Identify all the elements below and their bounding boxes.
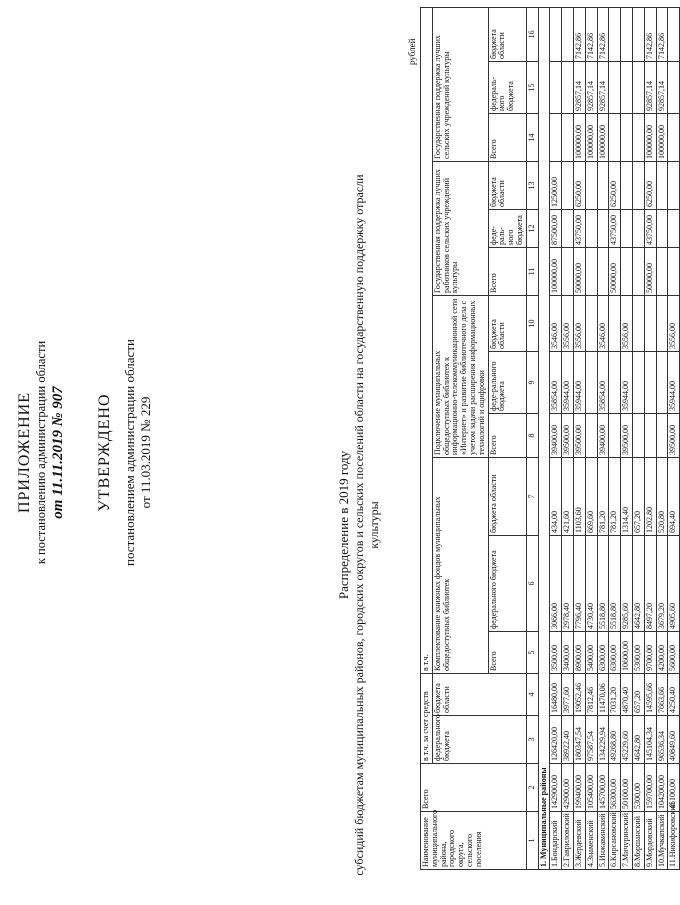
header-name: Наименование муниципального района, городского округа, сельского поселения [421, 812, 527, 870]
appendix-title: ПРИЛОЖЕНИЕ [16, 392, 33, 514]
amount-cell: 100000,00 [656, 113, 668, 161]
amount-cell [621, 161, 633, 209]
column-number: 4 [526, 673, 538, 715]
column-number: 7 [526, 457, 538, 535]
amount-cell: 92857,14 [644, 61, 656, 113]
amount-cell: 38922,40 [562, 716, 574, 764]
column-number: 10 [526, 295, 538, 351]
unit-label: рублей [407, 38, 417, 65]
amount-cell: 87500,00 [550, 209, 562, 247]
amount-cell: 5518,80 [597, 535, 609, 631]
amount-cell: 42900,00 [562, 764, 574, 812]
district-name: 9.Мордовский [644, 812, 656, 870]
amount-cell: 4730,40 [585, 535, 597, 631]
header-group-workers: Государственная поддержка лучших работников сельских учреждений культуры [432, 161, 488, 295]
amount-cell: 100000,00 [644, 113, 656, 161]
header-group-internet: Подключение муниципальных общедоступных библиотек к информационно-телекоммуникационной сети «Интернет» и развитие библиотечного дела с учетом задачи расширения информационных технологий и оцифровки [432, 295, 488, 457]
amount-cell [562, 209, 574, 247]
amount-cell: 8900,00 [573, 631, 585, 673]
header-total: Всего [488, 631, 526, 673]
amount-cell: 43750,00 [644, 209, 656, 247]
amount-cell: 11470,06 [597, 673, 609, 715]
amount-cell: 781,20 [597, 457, 609, 535]
district-name: 8.Моршанский [632, 812, 644, 870]
amount-cell: 3556,00 [621, 295, 633, 351]
header-federal: федераль-ного бюджета [488, 61, 526, 113]
header-federal: федерального бюджета [432, 716, 526, 764]
amount-cell [656, 295, 668, 351]
amount-cell [656, 247, 668, 295]
amount-cell: 7142,86 [585, 7, 597, 61]
district-name: 7.Мичуринский [621, 812, 633, 870]
amount-cell: 180347,54 [573, 716, 585, 764]
amount-cell [562, 113, 574, 161]
amount-cell: 6300,00 [597, 631, 609, 673]
amount-cell: 39400,00 [550, 413, 562, 457]
header-regional: бюджета области [488, 457, 526, 535]
amount-cell: 694,40 [668, 457, 680, 535]
amount-cell: 35854,00 [550, 351, 562, 413]
amount-cell: 92857,14 [585, 61, 597, 113]
amount-cell: 43750,00 [573, 209, 585, 247]
amount-cell: 145104,34 [644, 716, 656, 764]
amount-cell [668, 209, 680, 247]
amount-cell: 145700,00 [597, 764, 609, 812]
amount-cell: 39500,00 [621, 413, 633, 457]
amount-cell [621, 247, 633, 295]
amount-cell: 5518,80 [609, 535, 621, 631]
amount-cell: 6250,00 [644, 161, 656, 209]
amount-cell [632, 61, 644, 113]
table-row [656, 7, 668, 869]
amount-cell [585, 351, 597, 413]
amount-cell [656, 161, 668, 209]
amount-cell: 3400,00 [562, 631, 574, 673]
amount-cell: 50000,00 [609, 247, 621, 295]
column-number: 16 [526, 7, 538, 61]
amount-cell: 105400,00 [585, 764, 597, 812]
amount-cell [644, 413, 656, 457]
amount-cell: 4642,80 [632, 716, 644, 764]
amount-cell: 9700,00 [644, 631, 656, 673]
amount-cell [656, 413, 668, 457]
appendix-decree: к постановлению администрации области [34, 340, 48, 565]
amount-cell: 3679,20 [656, 535, 668, 631]
header-regional: бюджета области [432, 673, 526, 715]
amount-cell: 4250,40 [668, 673, 680, 715]
amount-cell: 3546,00 [597, 295, 609, 351]
amount-cell [562, 7, 574, 61]
amount-cell: 8497,20 [644, 535, 656, 631]
amount-cell: 5300,00 [632, 764, 644, 812]
district-name: 1.Бондарский [550, 812, 562, 870]
amount-cell: 39500,00 [668, 413, 680, 457]
column-number: 14 [526, 113, 538, 161]
amount-cell [609, 351, 621, 413]
distribution-subtitle: субсидий бюджетам муниципальных районов, городских округов и сельских поселений области на государственную поддержку отрасли культуры [352, 174, 381, 876]
amount-cell [668, 161, 680, 209]
table-row [550, 7, 562, 869]
amount-cell: 50100,00 [621, 764, 633, 812]
amount-cell: 50000,00 [644, 247, 656, 295]
amount-cell: 9285,60 [621, 535, 633, 631]
amount-cell: 6250,00 [573, 161, 585, 209]
amount-cell: 10600,00 [621, 631, 633, 673]
amount-cell: 669,60 [585, 457, 597, 535]
amount-cell [609, 7, 621, 61]
district-name: 11.Никифоровский [668, 812, 680, 870]
header-incl: в т.ч. [421, 7, 433, 673]
amount-cell: 657,20 [632, 673, 644, 715]
amount-cell: 1314,40 [621, 457, 633, 535]
amount-cell [668, 113, 680, 161]
amount-cell [562, 161, 574, 209]
amount-cell: 7812,46 [585, 673, 597, 715]
amount-cell: 3556,00 [562, 295, 574, 351]
amount-cell: 3546,00 [550, 295, 562, 351]
amount-cell: 96536,34 [656, 716, 668, 764]
district-name: 3.Жердевский [573, 812, 585, 870]
amount-cell: 39400,00 [597, 413, 609, 457]
amount-cell: 19052,46 [573, 673, 585, 715]
header-federal: феде-раль-ного бюджета [488, 209, 526, 247]
amount-cell [609, 113, 621, 161]
amount-cell [585, 247, 597, 295]
amount-cell [668, 247, 680, 295]
amount-cell: 7796,40 [573, 535, 585, 631]
amount-cell: 4870,40 [621, 673, 633, 715]
amount-cell [632, 161, 644, 209]
distribution-title: Распределение в 2019 году [336, 450, 351, 600]
amount-cell [597, 161, 609, 209]
amount-cell: 104200,00 [656, 764, 668, 812]
amount-cell [644, 351, 656, 413]
header-regional: бюджета области [488, 295, 526, 351]
amount-cell: 126420,00 [550, 716, 562, 764]
header-total: Всего [488, 413, 526, 457]
amount-cell: 2978,40 [562, 535, 574, 631]
amount-cell: 3977,60 [562, 673, 574, 715]
amount-cell: 35944,00 [621, 351, 633, 413]
header-incl-funds: в т.ч. за счет средств [421, 673, 433, 763]
amount-cell: 14595,66 [644, 673, 656, 715]
amount-cell: 6300,00 [609, 631, 621, 673]
amount-cell [668, 7, 680, 61]
approved-title: УТВЕРЖДЕНО [96, 393, 113, 512]
table-body [550, 7, 680, 869]
header-group-books: Комплектование книжных фондов муниципальных общедоступных библиотек [432, 457, 488, 673]
amount-cell: 3500,00 [550, 631, 562, 673]
amount-cell [656, 351, 668, 413]
amount-cell: 4642,80 [632, 535, 644, 631]
amount-cell: 5400,00 [585, 631, 597, 673]
amount-cell [609, 61, 621, 113]
amount-cell [585, 209, 597, 247]
column-number: 13 [526, 161, 538, 209]
header-total: Всего [488, 247, 526, 295]
column-number: 8 [526, 413, 538, 457]
section-municipal-districts: 1. Муниципальные районы [538, 7, 550, 869]
district-name: 4.Знаменский [585, 812, 597, 870]
amount-cell: 7142,86 [656, 7, 668, 61]
amount-cell [609, 413, 621, 457]
amount-cell: 7663,66 [656, 673, 668, 715]
amount-cell: 134229,94 [597, 716, 609, 764]
amount-cell: 5300,00 [632, 631, 644, 673]
amount-cell [668, 61, 680, 113]
amount-cell [632, 113, 644, 161]
column-number: 5 [526, 631, 538, 673]
amount-cell [632, 247, 644, 295]
amount-cell: 100000,00 [597, 113, 609, 161]
amount-cell: 3556,00 [573, 295, 585, 351]
district-name: 2.Гавриловский [562, 812, 574, 870]
district-name: 5.Инжавинский [597, 812, 609, 870]
table-row [562, 7, 574, 869]
amount-cell: 159700,00 [644, 764, 656, 812]
column-number: 1 [526, 812, 538, 870]
amount-cell [621, 7, 633, 61]
amount-cell: 35944,00 [562, 351, 574, 413]
column-number: 15 [526, 61, 538, 113]
approved-decree: постановлением администрации области [122, 339, 137, 566]
header-regional: бюджета области [488, 161, 526, 209]
amount-cell [621, 61, 633, 113]
amount-cell: 520,80 [656, 457, 668, 535]
amount-cell [562, 61, 574, 113]
amount-cell [621, 113, 633, 161]
subsidy-table [420, 7, 680, 870]
amount-cell [550, 7, 562, 61]
amount-cell: 7031,20 [609, 673, 621, 715]
amount-cell [632, 351, 644, 413]
amount-cell: 781,20 [609, 457, 621, 535]
header-group-institutions: Государственная поддержка лучших сельских учреждений культуры [432, 7, 488, 161]
table-row [644, 7, 656, 869]
table-row [573, 7, 585, 869]
amount-cell: 40849,60 [668, 716, 680, 764]
amount-cell [621, 209, 633, 247]
amount-cell [562, 247, 574, 295]
amount-cell: 49268,80 [609, 716, 621, 764]
amount-cell [550, 113, 562, 161]
approved-date: от 11.03.2019 № 229 [138, 396, 153, 509]
amount-cell: 45229,60 [621, 716, 633, 764]
table-row [597, 7, 609, 869]
amount-cell [656, 209, 668, 247]
amount-cell: 4905,60 [668, 535, 680, 631]
header-total: Всего [421, 764, 527, 812]
column-number: 12 [526, 209, 538, 247]
amount-cell: 421,60 [562, 457, 574, 535]
header-regional: бюджета области [488, 7, 526, 61]
header-total: Всего [488, 113, 526, 161]
table-row [585, 7, 597, 869]
amount-cell: 12500,00 [550, 161, 562, 209]
amount-cell [632, 7, 644, 61]
amount-cell [632, 413, 644, 457]
amount-cell: 142900,00 [550, 764, 562, 812]
table-row [632, 7, 644, 869]
amount-cell: 16480,00 [550, 673, 562, 715]
amount-cell: 43750,00 [609, 209, 621, 247]
amount-cell: 100000,00 [550, 247, 562, 295]
amount-cell [597, 209, 609, 247]
amount-cell [550, 61, 562, 113]
amount-cell: 35854,00 [597, 351, 609, 413]
amount-cell [585, 413, 597, 457]
amount-cell: 5600,00 [668, 631, 680, 673]
column-number: 9 [526, 351, 538, 413]
amount-cell: 3556,00 [668, 295, 680, 351]
amount-cell: 35944,00 [573, 351, 585, 413]
amount-cell [644, 295, 656, 351]
amount-cell: 199400,00 [573, 764, 585, 812]
appendix-date: от 11.11.2019 № 907 [50, 386, 66, 519]
column-number: 3 [526, 716, 538, 764]
amount-cell: 7142,86 [644, 7, 656, 61]
district-name: 10.Мучкапский [656, 812, 668, 870]
amount-cell [585, 295, 597, 351]
amount-cell [632, 295, 644, 351]
header-federal: федерального бюджета [488, 535, 526, 631]
district-name: 6.Кирсановский [609, 812, 621, 870]
amount-cell: 39500,00 [562, 413, 574, 457]
amount-cell: 1103,60 [573, 457, 585, 535]
amount-cell: 6250,00 [609, 161, 621, 209]
amount-cell: 7142,86 [573, 7, 585, 61]
amount-cell [597, 247, 609, 295]
amount-cell: 657,20 [632, 457, 644, 535]
amount-cell: 1202,80 [644, 457, 656, 535]
table-row [621, 7, 633, 869]
amount-cell: 7142,86 [597, 7, 609, 61]
amount-cell: 100000,00 [573, 113, 585, 161]
amount-cell: 4200,00 [656, 631, 668, 673]
amount-cell: 92857,14 [656, 61, 668, 113]
amount-cell: 45100,00 [668, 764, 680, 812]
column-number: 6 [526, 535, 538, 631]
table-row [609, 7, 621, 869]
amount-cell [609, 295, 621, 351]
amount-cell: 92857,14 [597, 61, 609, 113]
table-row [668, 7, 680, 869]
amount-cell: 50000,00 [573, 247, 585, 295]
amount-cell: 434,00 [550, 457, 562, 535]
amount-cell: 3066,00 [550, 535, 562, 631]
amount-cell: 56300,00 [609, 764, 621, 812]
amount-cell: 39500,00 [573, 413, 585, 457]
column-number: 2 [526, 764, 538, 812]
header-federal: феде-рального бюджета [488, 351, 526, 413]
amount-cell [585, 161, 597, 209]
amount-cell: 97587,54 [585, 716, 597, 764]
amount-cell: 92857,14 [573, 61, 585, 113]
column-number: 11 [526, 247, 538, 295]
amount-cell: 100000,00 [585, 113, 597, 161]
amount-cell: 35944,00 [668, 351, 680, 413]
amount-cell [632, 209, 644, 247]
